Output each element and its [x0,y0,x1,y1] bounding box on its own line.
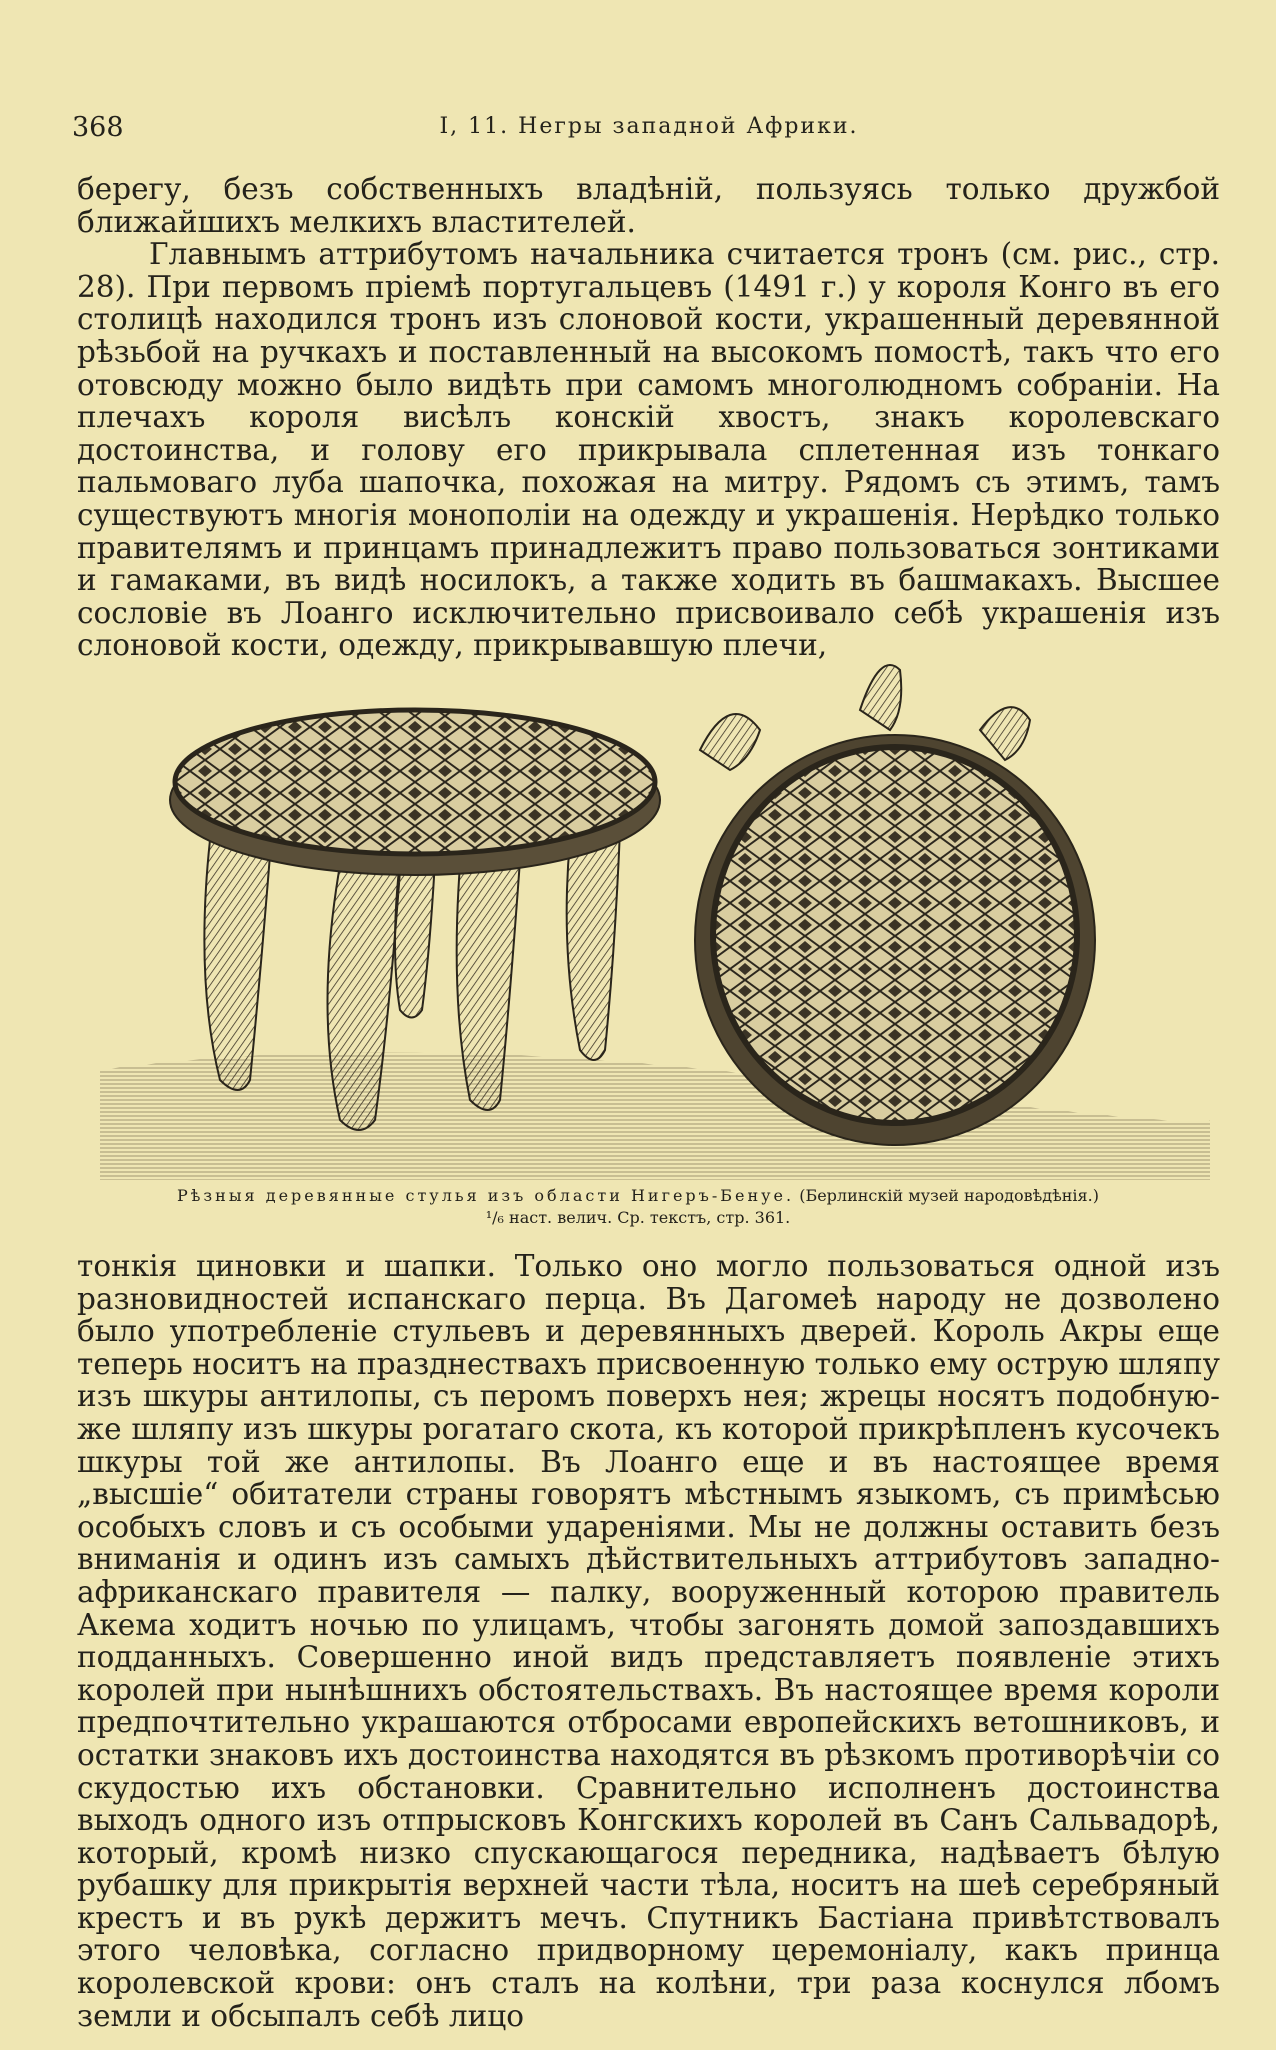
caption-source: (Берлинскій музей народовѣдѣнія.) [799,1186,1099,1205]
body-text-bottom [77,1250,1220,2032]
figure-caption [60,1185,1216,1229]
running-head: I, 11. Негры западной Африки. [439,114,859,139]
body-text-top [77,173,1220,662]
paragraph-bottom: тонкія циновки и шапки. Только оно могло пользоваться одной изъ разновидностей испанскаго перца. Въ Дагомеѣ народу не дозволено было употребленіе стульевъ и деревянныхъ дверей. Король Акры еще теперь носитъ на празднествахъ присвоенную только ему острую шляпу изъ шкуры антилопы, съ перомъ поверхъ нея; жрецы носятъ подобную-же шляпу изъ шкуры рогатаго скота, къ которой прикрѣпленъ кусочекъ шкуры той же антилопы. Въ Лоанго еще и въ настоящее время „высшіе“ обитатели страны говорятъ мѣстнымъ языкомъ, съ примѣсью особыхъ словъ и съ особыми удареніями. Мы не должны оставить безъ вниманія и одинъ изъ самыхъ дѣйствительныхъ аттрибутовъ западно-африканскаго правителя — палку, вооруженный которою правитель Акема ходитъ ночью по улицамъ, чтобы загонять домой запоздавшихъ подданныхъ. Совершенно иной видъ представляетъ появленіе этихъ королей при нынѣшнихъ обстоятельствахъ. Въ настоящее время короли предпочтительно украшаются отбросами европейскихъ ветошниковъ, и остатки знаковъ ихъ достоинства находятся въ рѣзкомъ противорѣчіи со скудостью ихъ обстановки. Сравнительно исполненъ достоинства выходъ одного изъ отпрысковъ Конгскихъ королей въ Санъ Сальвадорѣ, который, кромѣ низко спускающагося передника, надѣваетъ бѣлую рубашку для прикрытія верхней части тѣла, носитъ на шеѣ серебряный крестъ и въ рукѣ держитъ мечъ. Спутникъ Бастіана привѣтствовалъ этого человѣка, согласно придворному церемоніалу, какъ принца королевской крови: онъ сталъ на колѣни, три раза коснулся лбомъ земли и обсыпалъ себѣ лицо [77,1249,1220,2033]
paragraph-continued: берегу, безъ собственныхъ владѣній, пользуясь только дружбой ближайшихъ мелкихъ властителей. [77,172,1220,239]
caption-scale: ¹/₆ наст. велич. Ср. текстъ, стр. 361. [485,1208,791,1227]
stools-engraving [100,650,1220,1180]
right-stool [695,665,1095,1145]
caption-main: Рѣзныя деревянные стулья изъ области Нигеръ-Бенуе. [177,1186,795,1205]
page-header [72,112,1226,152]
stools-illustration [100,650,1220,1180]
page-number: 368 [72,112,124,143]
paragraph-throne: Главнымъ аттрибутомъ начальника считается тронъ (см. рис., стр. 28). При первомъ пріемѣ португальцевъ (1491 г.) у короля Конго въ его столицѣ находился тронъ изъ слоновой кости, украшенный деревянной рѣзьбой на ручкахъ и поставленный на высокомъ помостѣ, такъ что его отовсюду можно было видѣть при самомъ многолюдномъ собраніи. На плечахъ короля висѣлъ конскій хвостъ, знакъ королевскаго достоинства, и голову его прикрывала сплетенная изъ тонкаго пальмоваго луба шапочка, похожая на митру. Рядомъ съ этимъ, тамъ существуютъ многія монополіи на одежду и украшенія. Нерѣдко только правителямъ и принцамъ принадлежитъ право пользоваться зонтиками и гамаками, въ видѣ носилокъ, а также ходить въ башмакахъ. Высшее сословіе въ Лоанго исключительно присвоивало себѣ украшенія изъ слоновой кости, одежду, прикрывавшую плечи, [77,237,1220,663]
